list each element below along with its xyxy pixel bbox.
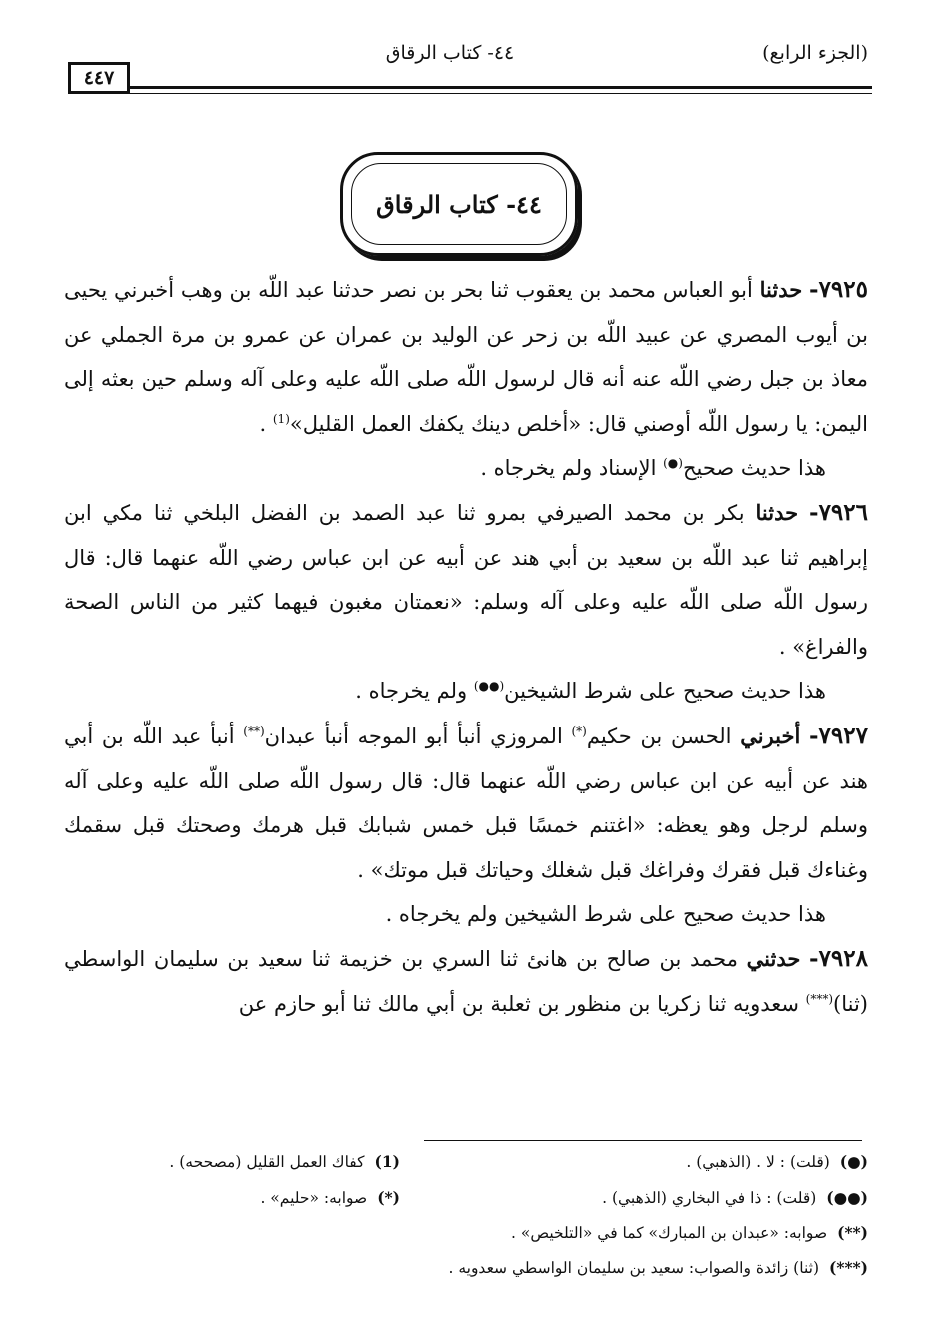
hadith-end: . <box>259 411 267 436</box>
hadith-text: المروزي أنبأ أبو الموجه أنبأ عبدان <box>264 723 563 748</box>
hadith-transmission-verb: أخبرني <box>740 722 801 748</box>
footnote-separator <box>424 1140 862 1141</box>
hadith-text: محمد بن صالح بن هانئ ثنا السري بن خزيمة ثنا سعيد بن سليمان الواسطي (ثنا) <box>64 946 868 1016</box>
hadith-7925 <box>64 268 868 446</box>
running-chapter-title: ٤٤- كتاب الرقاق <box>385 42 515 64</box>
hadith-transmission-verb: حدثنا <box>755 499 799 525</box>
footnote-ref: (●) <box>663 456 683 471</box>
hadith-7927 <box>64 714 868 892</box>
footnote-dot: (●)(قلت) : لا . (الذهبي) . <box>686 1152 868 1171</box>
running-volume-title: (الجزء الرابع) <box>762 42 868 64</box>
hadith-number: ٧٩٢٦- <box>809 498 868 526</box>
hadith-text: أبو العباس محمد بن يعقوب ثنا بحر بن نصر حدثنا عبد اللّه بن وهب أخبرني يحيى بن أيوب المصري عن عبيد اللّه بن زحر عن الوليد بن عمران عن عمرو بن مرة الجملي عن معاذ بن جبل رضي اللّه عنه أنه قال لرسول اللّه صلى اللّه عليه وعلى آله وسلم حين بعثه إلى اليمن: يا رسول اللّه أوصني قال: «أخلص دينك يكفك العمل القليل» <box>64 278 868 436</box>
header-rule-thick <box>128 86 872 89</box>
page-number: ٤٤٧ <box>83 67 115 89</box>
footnote-double-dot: (●●)(قلت) : ذا في البخاري (الذهبي) . <box>602 1188 868 1207</box>
hadith-body <box>64 268 868 1026</box>
hadith-grade: هذا حديث صحيح على شرط الشيخين ولم يخرجاه . <box>385 902 826 927</box>
footnote-1: (1)كفاك العمل القليل (مصححه) . <box>169 1152 400 1171</box>
footnote-double-star: (**)صوابه: «عبدان بن المبارك» كما في «التلخيص» . <box>511 1223 868 1242</box>
footnote-triple-star: (***)(ثنا) زائدة والصواب: سعيد بن سليمان الواسطي سعدويه . <box>448 1258 868 1277</box>
hadith-transmission-verb: حدثنا <box>759 277 803 302</box>
footnote-ref: (*) <box>571 723 587 738</box>
footnote-star: (*)صوابه: «حليم» . <box>260 1188 400 1207</box>
chapter-title-frame <box>340 152 578 256</box>
hadith-transmission-verb: حدثني <box>746 945 801 971</box>
footnote-ref: (***) <box>805 991 834 1006</box>
hadith-text: سعدويه ثنا زكريا بن منظور بن ثعلبة بن أبي مالك ثنا أبو حازم عن <box>238 991 799 1016</box>
footnote-ref: (●●) <box>473 679 505 694</box>
chapter-title: ٤٤- كتاب الرقاق <box>351 163 567 245</box>
hadith-number: ٧٩٢٧- <box>809 721 868 749</box>
hadith-text: أنبأ عبد اللّه بن أبي هند عن أبيه عن ابن عباس رضي اللّه عنهما قال: قال رسول اللّه صلى اللّه عليه وعلى آله وسلم لرجل وهو يعظه: «اغتنم خمسًا قبل خمس شبابك قبل هرمك وصحتك قبل سقمك وغناءك قبل فقرك وفراغك قبل شغلك وحياتك قبل موتك» . <box>64 723 868 882</box>
hadith-grade: هذا حديث صحيح(●) الإسناد ولم يخرجاه . <box>480 456 826 481</box>
hadith-grade: هذا حديث صحيح على شرط الشيخين(●●) ولم يخرجاه . <box>355 679 826 704</box>
page-number-box <box>68 62 130 94</box>
hadith-text: الحسن بن حكيم <box>586 723 732 748</box>
hadith-7926 <box>64 491 868 669</box>
hadith-number: ٧٩٢٨- <box>809 944 868 972</box>
footnote-ref: (1) <box>272 411 290 426</box>
footnote-ref: (**) <box>243 723 265 738</box>
hadith-7928 <box>64 937 868 1026</box>
hadith-number: ٧٩٢٥- <box>809 276 868 303</box>
header-rule-thin <box>128 93 872 94</box>
hadith-text: بكر بن محمد الصيرفي بمرو ثنا عبد الصمد بن الفضل البلخي ثنا مكي ابن إبراهيم ثنا عبد اللّه بن سعيد بن أبي هند عن أبيه عن ابن عباس رضي اللّه عنهما قال: قال رسول اللّه صلى اللّه عليه وعلى آله وسلم: «نعمتان مغبون فيهما كثير من الناس الصحة والفراغ» . <box>64 500 868 659</box>
